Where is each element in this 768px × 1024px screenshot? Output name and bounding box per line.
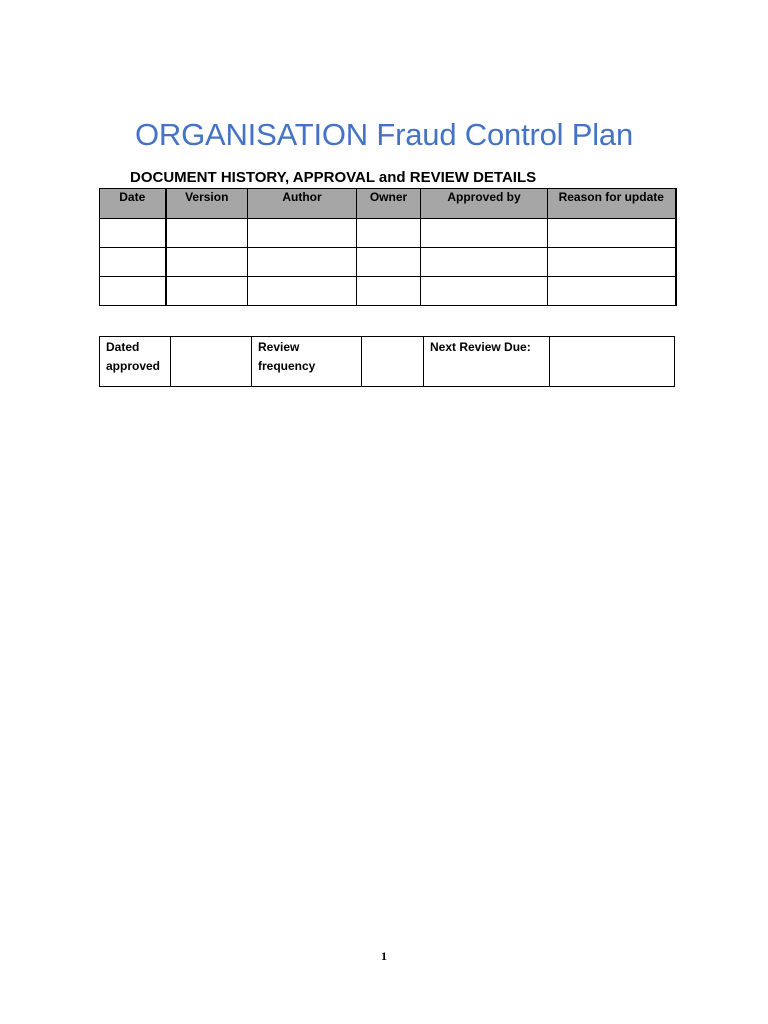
table-row	[100, 248, 676, 277]
cell-version[interactable]	[166, 277, 248, 306]
cell-approved-by[interactable]	[421, 248, 548, 277]
document-history-table	[99, 188, 677, 306]
column-header-author: Author	[248, 189, 357, 219]
column-header-date: Date	[100, 189, 166, 219]
column-header-owner: Owner	[357, 189, 421, 219]
next-review-label: Next Review Due:	[424, 337, 550, 387]
cell-reason-for-update[interactable]	[548, 219, 676, 248]
page-number: 1	[381, 949, 387, 963]
cell-author[interactable]	[248, 277, 357, 306]
section-heading: DOCUMENT HISTORY, APPROVAL and REVIEW DETAILS	[130, 169, 537, 186]
cell-owner[interactable]	[357, 248, 421, 277]
next-review-value[interactable]	[550, 337, 675, 387]
review-frequency-label: Review frequency	[252, 337, 362, 387]
cell-reason-for-update[interactable]	[548, 277, 676, 306]
date-approved-label: Dated approved	[100, 337, 171, 387]
cell-author[interactable]	[248, 248, 357, 277]
column-header-version: Version	[166, 189, 248, 219]
table-header-row	[100, 189, 676, 219]
table-row	[100, 277, 676, 306]
cell-date[interactable]	[100, 248, 166, 277]
cell-owner[interactable]	[357, 219, 421, 248]
document-title: ORGANISATION Fraud Control Plan	[135, 117, 633, 152]
date-approved-value[interactable]	[171, 337, 252, 387]
review-frequency-value[interactable]	[362, 337, 424, 387]
review-row	[100, 337, 675, 387]
column-header-reason-for-update: Reason for update	[548, 189, 676, 219]
cell-date[interactable]	[100, 219, 166, 248]
cell-author[interactable]	[248, 219, 357, 248]
review-details-table	[99, 336, 675, 387]
cell-date[interactable]	[100, 277, 166, 306]
table-row	[100, 219, 676, 248]
cell-reason-for-update[interactable]	[548, 248, 676, 277]
cell-version[interactable]	[166, 248, 248, 277]
cell-version[interactable]	[166, 219, 248, 248]
cell-approved-by[interactable]	[421, 219, 548, 248]
cell-owner[interactable]	[357, 277, 421, 306]
cell-approved-by[interactable]	[421, 277, 548, 306]
column-header-approved-by: Approved by	[421, 189, 548, 219]
